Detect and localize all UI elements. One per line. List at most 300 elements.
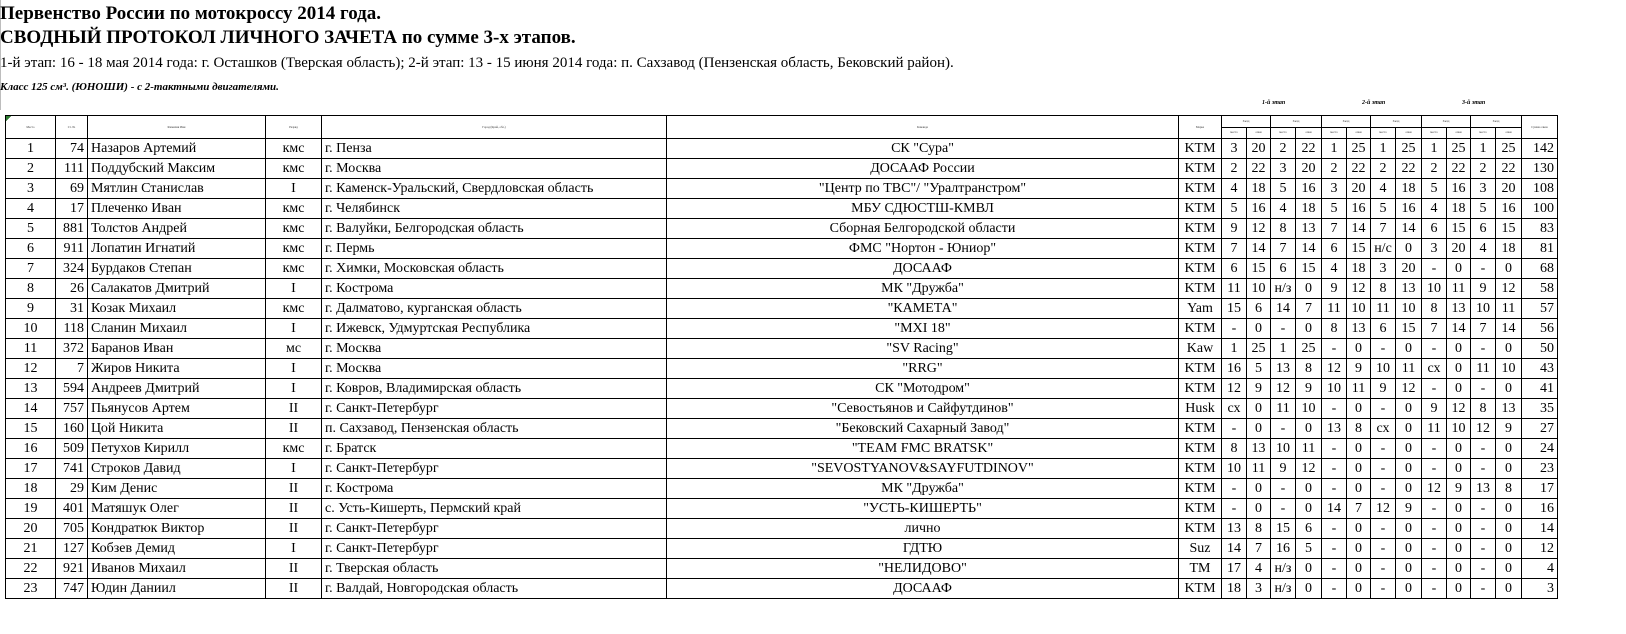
race-place-cell: 5 [1322, 199, 1347, 219]
race-place-cell: - [1322, 539, 1347, 559]
race-place-cell: 9 [1371, 379, 1396, 399]
rank-cell: мс [266, 339, 322, 359]
header-rank: Разряд [266, 116, 322, 139]
race-place-cell: сх [1371, 419, 1396, 439]
rank-cell: I [266, 459, 322, 479]
total-points-value: 100 [1533, 201, 1554, 216]
race-place-cell: 10 [1222, 459, 1247, 479]
race-points-cell: 0 [1347, 559, 1371, 579]
race-place-cell: 1 [1422, 139, 1447, 159]
name-cell: Толстов Андрей [88, 219, 266, 239]
race-place-cell: 15 [1222, 299, 1247, 319]
moto-cell: TM [1179, 559, 1222, 579]
race-place-cell: 4 [1222, 179, 1247, 199]
race-points-cell: 14 [1496, 319, 1522, 339]
race-place-cell: - [1371, 579, 1396, 599]
race-points-cell: 9 [1447, 479, 1471, 499]
race-place-cell: - [1322, 519, 1347, 539]
race-place-cell: - [1471, 259, 1496, 279]
table-row [6, 459, 1558, 479]
total-points-cell [1522, 559, 1558, 579]
moto-cell: KTM [1179, 459, 1222, 479]
race-place-cell: 5 [1271, 179, 1296, 199]
race-place-cell: н/з [1271, 559, 1296, 579]
moto-cell: KTM [1179, 419, 1222, 439]
total-points-value: 27 [1540, 421, 1554, 436]
city-cell: г. Москва [322, 359, 667, 379]
race-place-cell: н/з [1271, 279, 1296, 299]
rank-cell: II [266, 399, 322, 419]
table-row [6, 199, 1558, 219]
team-cell: "RRG" [667, 359, 1179, 379]
total-points-cell [1522, 199, 1558, 219]
race-points-cell: 15 [1296, 259, 1322, 279]
number-cell: 17 [56, 199, 88, 219]
header-moto: Марка [1179, 116, 1222, 139]
place-cell: 6 [6, 239, 56, 259]
place-cell: 2 [6, 159, 56, 179]
race-place-cell: 12 [1222, 379, 1247, 399]
rank-cell: кмс [266, 239, 322, 259]
race-place-cell: 1 [1322, 139, 1347, 159]
race-points-cell: 20 [1296, 159, 1322, 179]
race-place-cell: 2 [1222, 159, 1247, 179]
results-table [5, 115, 1558, 599]
city-cell: г. Валдай, Новгородская область [322, 579, 667, 599]
race-points-cell: 16 [1247, 199, 1271, 219]
race-points-cell: 20 [1396, 259, 1422, 279]
race-place-cell: 7 [1422, 319, 1447, 339]
race-place-cell: - [1371, 399, 1396, 419]
race-place-cell: сх [1422, 359, 1447, 379]
city-cell: с. Усть-Кишерть, Пермский край [322, 499, 667, 519]
race-points-cell: 14 [1247, 239, 1271, 259]
race-place-cell: 6 [1271, 259, 1296, 279]
race-points-cell: 0 [1447, 459, 1471, 479]
race-place-cell: - [1471, 519, 1496, 539]
header-race-points: очки [1396, 127, 1422, 139]
race-place-cell: 3 [1371, 259, 1396, 279]
total-points-value: 130 [1533, 161, 1554, 176]
race-points-cell: 0 [1447, 579, 1471, 599]
city-cell: г. Химки, Московская область [322, 259, 667, 279]
total-points-value: 68 [1540, 261, 1554, 276]
race-points-cell: 9 [1347, 359, 1371, 379]
race-place-cell: 11 [1222, 279, 1247, 299]
total-points-cell [1522, 479, 1558, 499]
race-points-cell: 0 [1496, 539, 1522, 559]
total-points-cell [1522, 359, 1558, 379]
race-points-cell: 0 [1396, 419, 1422, 439]
name-cell: Строков Давид [88, 459, 266, 479]
race-points-cell: 14 [1447, 319, 1471, 339]
header-race: Заезд [1422, 116, 1471, 128]
total-points-value: 50 [1540, 341, 1554, 356]
total-points-value: 56 [1540, 321, 1554, 336]
name-cell: Кондратюк Виктор [88, 519, 266, 539]
race-place-cell: 6 [1371, 319, 1396, 339]
moto-cell: Suz [1179, 539, 1222, 559]
race-place-cell: 5 [1471, 199, 1496, 219]
total-points-cell [1522, 239, 1558, 259]
page-title: Первенство России по мотокроссу 2014 года. [0, 3, 382, 24]
place-cell: 8 [6, 279, 56, 299]
team-cell: "TEAM FMC BRATSK" [667, 439, 1179, 459]
total-points-cell [1522, 379, 1558, 399]
race-points-cell: 12 [1247, 219, 1271, 239]
total-points-value: 43 [1540, 361, 1554, 376]
race-place-cell: 12 [1471, 419, 1496, 439]
race-points-cell: 8 [1347, 419, 1371, 439]
race-place-cell: 8 [1422, 299, 1447, 319]
moto-cell: KTM [1179, 159, 1222, 179]
name-cell: Бурдаков Степан [88, 259, 266, 279]
name-cell: Жиров Никита [88, 359, 266, 379]
number-cell: 741 [56, 459, 88, 479]
race-points-cell: 16 [1496, 199, 1522, 219]
rank-cell: I [266, 319, 322, 339]
moto-cell: Husk [1179, 399, 1222, 419]
page-subtitle-protocol: СВОДНЫЙ ПРОТОКОЛ ЛИЧНОГО ЗАЧЕТА по сумме 3-х этапов. [0, 27, 576, 48]
race-place-cell: 2 [1322, 159, 1347, 179]
place-cell: 5 [6, 219, 56, 239]
race-place-cell: - [1471, 379, 1496, 399]
race-points-cell: 0 [1396, 559, 1422, 579]
race-place-cell: н/с [1371, 239, 1396, 259]
name-cell: Козак Михаил [88, 299, 266, 319]
race-place-cell: - [1322, 439, 1347, 459]
place-cell: 14 [6, 399, 56, 419]
team-cell: "Центр по ТВС"/ "Уралтранстром" [667, 179, 1179, 199]
number-cell: 911 [56, 239, 88, 259]
place-cell: 4 [6, 199, 56, 219]
team-cell: МБУ СДЮСТШ-КМВЛ [667, 199, 1179, 219]
name-cell: Петухов Кирилл [88, 439, 266, 459]
race-points-cell: 3 [1247, 579, 1271, 599]
race-place-cell: - [1322, 479, 1347, 499]
moto-cell: KTM [1179, 439, 1222, 459]
race-place-cell: - [1222, 419, 1247, 439]
header-race-points: очки [1447, 127, 1471, 139]
city-cell: п. Сахзавод, Пензенская область [322, 419, 667, 439]
race-points-cell: 10 [1347, 299, 1371, 319]
race-points-cell: 0 [1396, 519, 1422, 539]
race-place-cell: 4 [1271, 199, 1296, 219]
race-points-cell: 0 [1496, 259, 1522, 279]
moto-cell: KTM [1179, 199, 1222, 219]
race-points-cell: 13 [1347, 319, 1371, 339]
table-row [6, 219, 1558, 239]
race-place-cell: - [1471, 499, 1496, 519]
race-place-cell: 11 [1422, 419, 1447, 439]
race-points-cell: 0 [1447, 439, 1471, 459]
race-points-cell: 6 [1296, 519, 1322, 539]
place-cell: 19 [6, 499, 56, 519]
table-row [6, 559, 1558, 579]
rank-cell: кмс [266, 259, 322, 279]
race-place-cell: - [1422, 499, 1447, 519]
race-points-cell: 0 [1396, 239, 1422, 259]
race-place-cell: 12 [1322, 359, 1347, 379]
number-cell: 69 [56, 179, 88, 199]
team-cell: "УСТЬ-КИШЕРТЬ" [667, 499, 1179, 519]
race-place-cell: 7 [1322, 219, 1347, 239]
total-points-value: 35 [1540, 401, 1554, 416]
place-cell: 7 [6, 259, 56, 279]
name-cell: Андреев Дмитрий [88, 379, 266, 399]
place-cell: 16 [6, 439, 56, 459]
header-race-points: очки [1247, 127, 1271, 139]
race-points-cell: 25 [1496, 139, 1522, 159]
race-points-cell: 0 [1496, 519, 1522, 539]
total-points-value: 23 [1540, 461, 1554, 476]
race-place-cell: 7 [1471, 319, 1496, 339]
total-points-value: 12 [1540, 541, 1554, 556]
table-row [6, 339, 1558, 359]
total-points-value: 14 [1540, 521, 1554, 536]
race-place-cell: - [1371, 459, 1396, 479]
race-points-cell: 14 [1396, 219, 1422, 239]
total-points-cell [1522, 439, 1558, 459]
race-place-cell: - [1371, 559, 1396, 579]
header-race: Заезд [1322, 116, 1371, 128]
place-cell: 22 [6, 559, 56, 579]
total-points-cell [1522, 319, 1558, 339]
race-place-cell: - [1322, 399, 1347, 419]
city-cell: г. Челябинск [322, 199, 667, 219]
race-points-cell: 22 [1347, 159, 1371, 179]
stage-3-label: 3-й этап [1462, 100, 1486, 106]
race-points-cell: 25 [1447, 139, 1471, 159]
team-cell: лично [667, 519, 1179, 539]
table-row [6, 499, 1558, 519]
city-cell: г. Тверская область [322, 559, 667, 579]
table-row [6, 179, 1558, 199]
team-cell: "НЕЛИДОВО" [667, 559, 1179, 579]
race-points-cell: 25 [1296, 339, 1322, 359]
total-points-value: 4 [1547, 561, 1554, 576]
number-cell: 118 [56, 319, 88, 339]
place-cell: 20 [6, 519, 56, 539]
race-points-cell: 18 [1396, 179, 1422, 199]
race-points-cell: 15 [1396, 319, 1422, 339]
total-points-cell [1522, 179, 1558, 199]
table-row [6, 299, 1558, 319]
table-row [6, 139, 1558, 159]
number-cell: 74 [56, 139, 88, 159]
race-place-cell: - [1371, 479, 1396, 499]
rank-cell: кмс [266, 299, 322, 319]
race-place-cell: - [1222, 479, 1247, 499]
total-points-value: 16 [1540, 501, 1554, 516]
race-place-cell: 1 [1271, 339, 1296, 359]
race-points-cell: 11 [1447, 279, 1471, 299]
race-place-cell: 10 [1371, 359, 1396, 379]
race-place-cell: - [1471, 439, 1496, 459]
moto-cell: KTM [1179, 279, 1222, 299]
race-place-cell: 10 [1422, 279, 1447, 299]
race-place-cell: 2 [1371, 159, 1396, 179]
name-cell: Салакатов Дмитрий [88, 279, 266, 299]
race-points-cell: 22 [1396, 159, 1422, 179]
place-cell: 9 [6, 299, 56, 319]
race-points-cell: 15 [1347, 239, 1371, 259]
place-cell: 15 [6, 419, 56, 439]
total-points-cell [1522, 219, 1558, 239]
team-cell: ФМС "Нортон - Юниор" [667, 239, 1179, 259]
race-points-cell: 0 [1447, 379, 1471, 399]
race-points-cell: 22 [1496, 159, 1522, 179]
name-cell: Цой Никита [88, 419, 266, 439]
city-cell: г. Пермь [322, 239, 667, 259]
rank-cell: кмс [266, 159, 322, 179]
race-points-cell: 0 [1447, 499, 1471, 519]
race-points-cell: 0 [1247, 399, 1271, 419]
city-cell: г. Пенза [322, 139, 667, 159]
race-points-cell: 22 [1296, 139, 1322, 159]
race-place-cell: 2 [1471, 159, 1496, 179]
race-place-cell: сх [1222, 399, 1247, 419]
race-points-cell: 10 [1447, 419, 1471, 439]
race-points-cell: 16 [1447, 179, 1471, 199]
race-points-cell: 0 [1447, 519, 1471, 539]
total-points-cell [1522, 139, 1558, 159]
race-points-cell: 9 [1496, 419, 1522, 439]
race-place-cell: - [1271, 479, 1296, 499]
race-place-cell: - [1471, 339, 1496, 359]
race-place-cell: 9 [1322, 279, 1347, 299]
race-place-cell: 11 [1322, 299, 1347, 319]
number-cell: 111 [56, 159, 88, 179]
header-race-points: очки [1296, 127, 1322, 139]
race-points-cell: 0 [1496, 579, 1522, 599]
total-points-cell [1522, 339, 1558, 359]
race-place-cell: 16 [1222, 359, 1247, 379]
city-cell: г. Москва [322, 339, 667, 359]
table-row [6, 279, 1558, 299]
class-info: Класс 125 см³. (ЮНОШИ) - с 2-тактными двигателями. [0, 81, 279, 93]
race-place-cell: 3 [1271, 159, 1296, 179]
city-cell: г. Санкт-Петербург [322, 539, 667, 559]
race-place-cell: 8 [1371, 279, 1396, 299]
rank-cell: I [266, 279, 322, 299]
race-points-cell: 8 [1496, 479, 1522, 499]
race-points-cell: 0 [1296, 319, 1322, 339]
moto-cell: KTM [1179, 259, 1222, 279]
race-points-cell: 16 [1347, 199, 1371, 219]
race-place-cell: 4 [1371, 179, 1396, 199]
table-row [6, 439, 1558, 459]
team-cell: МК "Дружба" [667, 479, 1179, 499]
race-place-cell: 14 [1271, 299, 1296, 319]
race-points-cell: 14 [1296, 239, 1322, 259]
number-cell: 881 [56, 219, 88, 239]
race-points-cell: 10 [1296, 399, 1322, 419]
rank-cell: I [266, 379, 322, 399]
name-cell: Кобзев Демид [88, 539, 266, 559]
race-place-cell: 8 [1271, 219, 1296, 239]
race-place-cell: 12 [1422, 479, 1447, 499]
team-cell: Сборная Белгородской области [667, 219, 1179, 239]
race-points-cell: 0 [1296, 279, 1322, 299]
race-points-cell: 0 [1396, 579, 1422, 599]
race-points-cell: 11 [1396, 359, 1422, 379]
table-header-row [6, 116, 1558, 128]
race-points-cell: 16 [1396, 199, 1422, 219]
place-cell: 3 [6, 179, 56, 199]
table-row [6, 319, 1558, 339]
header-name: Фамилия Имя [88, 116, 266, 139]
table-row [6, 579, 1558, 599]
city-cell: г. Кострома [322, 279, 667, 299]
place-cell: 10 [6, 319, 56, 339]
race-points-cell: 25 [1247, 339, 1271, 359]
race-place-cell: 5 [1371, 199, 1396, 219]
stage-1-label: 1-й этап [1262, 100, 1286, 106]
place-cell: 12 [6, 359, 56, 379]
total-points-cell [1522, 539, 1558, 559]
city-cell: г. Ижевск, Удмуртская Республика [322, 319, 667, 339]
rank-cell: II [266, 479, 322, 499]
race-points-cell: 12 [1396, 379, 1422, 399]
table-row [6, 479, 1558, 499]
race-place-cell: 5 [1222, 199, 1247, 219]
race-place-cell: - [1422, 579, 1447, 599]
race-points-cell: 7 [1296, 299, 1322, 319]
race-points-cell: 0 [1347, 459, 1371, 479]
race-place-cell: 11 [1271, 399, 1296, 419]
race-place-cell: 6 [1422, 219, 1447, 239]
number-cell: 127 [56, 539, 88, 559]
number-cell: 705 [56, 519, 88, 539]
race-place-cell: - [1471, 539, 1496, 559]
city-cell: г. Далматово, курганская область [322, 299, 667, 319]
name-cell: Ким Денис [88, 479, 266, 499]
race-points-cell: 0 [1447, 259, 1471, 279]
total-points-cell [1522, 159, 1558, 179]
table-row [6, 519, 1558, 539]
number-cell: 29 [56, 479, 88, 499]
race-place-cell: - [1422, 539, 1447, 559]
rank-cell: II [266, 579, 322, 599]
race-points-cell: 0 [1396, 439, 1422, 459]
race-points-cell: 18 [1496, 239, 1522, 259]
team-cell: МК "Дружба" [667, 279, 1179, 299]
total-points-value: 3 [1547, 581, 1554, 596]
race-points-cell: 0 [1247, 319, 1271, 339]
race-place-cell: - [1271, 499, 1296, 519]
total-points-cell [1522, 299, 1558, 319]
race-place-cell: - [1422, 559, 1447, 579]
number-cell: 757 [56, 399, 88, 419]
race-place-cell: 8 [1222, 439, 1247, 459]
race-place-cell: - [1471, 579, 1496, 599]
race-points-cell: 13 [1447, 299, 1471, 319]
name-cell: Матяшук Олег [88, 499, 266, 519]
race-place-cell: 4 [1322, 259, 1347, 279]
number-cell: 372 [56, 339, 88, 359]
team-cell: "Бековский Сахарный Завод" [667, 419, 1179, 439]
race-points-cell: 22 [1247, 159, 1271, 179]
race-points-cell: 0 [1347, 399, 1371, 419]
rank-cell: кмс [266, 219, 322, 239]
race-points-cell: 0 [1396, 459, 1422, 479]
race-points-cell: 15 [1247, 259, 1271, 279]
race-points-cell: 13 [1396, 279, 1422, 299]
race-place-cell: - [1422, 379, 1447, 399]
race-place-cell: - [1471, 559, 1496, 579]
race-place-cell: - [1222, 319, 1247, 339]
